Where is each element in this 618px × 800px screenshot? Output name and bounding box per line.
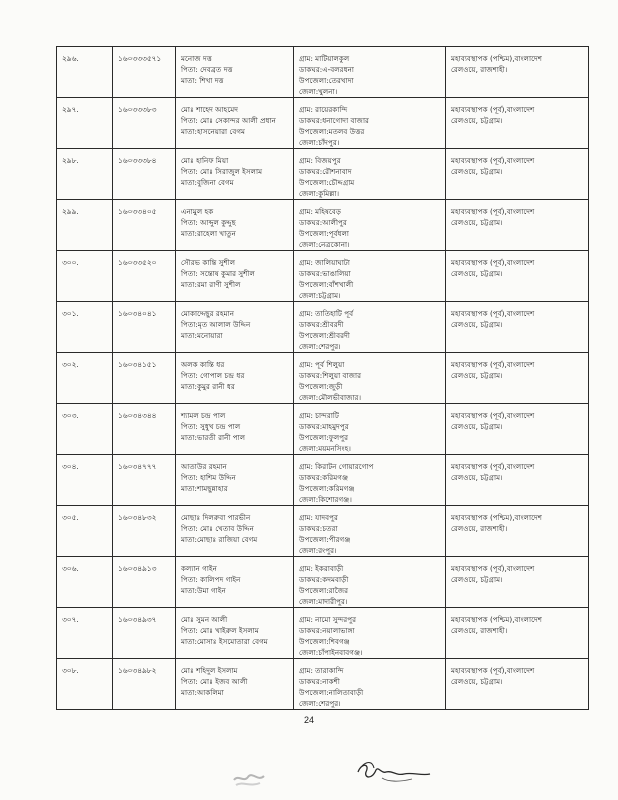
post-office: ডাকঘর:আলীপুর [299,218,347,227]
posting-location: রেলওয়ে, চট্টগ্রাম। [451,116,503,125]
roll-cell [113,149,176,200]
candidate-name: আতাউর রহমান [181,462,227,471]
district: জেলা:চট্টগ্রাম। [299,291,341,300]
name-cell [176,506,294,557]
posting-location: রেলওয়ে, রাজশাহী। [451,524,508,533]
serial-cell [57,251,113,302]
posting-office: মহাব্যবস্থাপক (পূর্ব),বাংলাদেশ [451,156,535,165]
post-office: ডাকঘর:কদমবাড়ী [299,575,349,584]
posting-office: মহাব্যবস্থাপক (পশ্চিম),বাংলাদেশ [451,54,543,63]
candidate-name: মোঃ হানিফ মিয়া [181,156,229,165]
candidate-name: কল্যান গাইন [181,564,217,573]
mother-name: মাতা:বুজিনা বেগম [181,178,234,187]
district: জেলা:রংপুর। [299,546,337,555]
address-cell [294,608,446,659]
posting-cell [446,659,589,710]
name-cell [176,557,294,608]
address-cell [294,98,446,149]
roll-cell [113,47,176,98]
candidate-name: মোকাদ্দেছুর রহমান [181,309,234,318]
serial-cell [57,302,113,353]
mother-name: মাতা:উমা গাইন [181,586,226,595]
table-row [57,98,589,149]
name-cell [176,455,294,506]
mother-name: মাতা:কুমুর রানী ধর [181,382,235,391]
address-cell [294,251,446,302]
posting-office: মহাব্যবস্থাপক (পূর্ব),বাংলাদেশ [451,309,535,318]
village: গ্রাম: বিজয়পুর [299,156,341,165]
posting-cell [446,200,589,251]
posting-location: রেলওয়ে, রাজশাহী। [451,626,508,635]
mother-name: মাতা:রমা রাণী সুশীল [181,280,241,289]
roll-cell [113,251,176,302]
serial-number: ৩০১. [62,309,79,318]
roll-number: ১৬০৩৩৩৮৩ [118,105,157,114]
mother-name: মাতা:আকলিমা [181,688,224,697]
table-row [57,608,589,659]
village: গ্রাম: কিরাটন গোয়ারগোপ [299,462,374,471]
village: গ্রাম: জালিয়াঘাটা [299,258,350,267]
upazila: উপজেলা:শিবগঞ্জ [299,637,350,646]
address-cell [294,455,446,506]
posting-cell [446,251,589,302]
roll-number: ১৬০৩৩৩৫৭১ [118,54,162,63]
father-name: পিতা: আব্দুল কুদ্দুছ [181,218,236,227]
posting-cell [446,47,589,98]
roll-cell [113,404,176,455]
serial-number: ২৯৯. [62,207,79,216]
serial-cell [57,506,113,557]
posting-location: রেলওয়ে, চট্টগ্রাম। [451,575,503,584]
serial-number: ২৯৭. [62,105,79,114]
district: জেলা:শেরপুর। [299,699,341,708]
serial-number: ২৯৬. [62,54,79,63]
serial-cell [57,608,113,659]
mother-name: মাতা:মোসাঃ ইসমোতারা বেগম [181,637,268,646]
candidate-name: এনামুল হক [181,207,214,216]
upazila: উপজেলা:নালিতাবাড়ী [299,688,364,697]
serial-number: ৩০৬. [62,564,79,573]
serial-cell [57,149,113,200]
serial-cell [57,98,113,149]
village: গ্রাম: নামো সুন্দরপুর [299,615,357,624]
father-name: পিতা: সন্তোষ কুমার সুশীল [181,269,255,278]
village: গ্রাম: ইকরাবাড়ী [299,564,344,573]
district: জেলা:মাদারীপুর। [299,597,348,606]
upazila: উপজেলা:পীরগঞ্জ [299,535,351,544]
district: জেলা:মৌলভীবাজার। [299,393,362,402]
candidate-name: সৌরভ কান্তি সুশীল [181,258,236,267]
address-cell [294,404,446,455]
upazila: উপজেলা:জুড়ী [299,382,343,391]
posting-cell [446,608,589,659]
village: গ্রাম: যাদবপুর [299,513,338,522]
district: জেলা:খুলনা। [299,87,338,96]
signature [352,758,432,786]
candidate-name: অলক কান্তি ধর [181,360,225,369]
roll-number: ১৬০৩৪৩৪৪ [118,411,157,420]
roll-cell [113,98,176,149]
mother-name: মাতা:ভারতী রানী পাল [181,433,246,442]
posting-cell [446,404,589,455]
posting-office: মহাব্যবস্থাপক (পূর্ব),বাংলাদেশ [451,462,535,471]
posting-office: মহাব্যবস্থাপক (পূর্ব),বাংলাদেশ [451,666,535,675]
table-row [57,200,589,251]
upazila: উপজেলা:তেরখাদা [299,76,354,85]
serial-number: ৩০২. [62,360,79,369]
post-office: ডাকঘর:এ-বলরধনা [299,65,354,74]
name-cell [176,98,294,149]
roll-number: ১৬০৩৪৯৮২ [118,666,157,675]
serial-number: ৩০০. [62,258,79,267]
post-office: ডাকঘর:মাহমুদপুর [299,422,349,431]
post-office: ডাকঘর:ভাঙালিয়া [299,269,351,278]
father-name: পিতা:মৃত আলাল উদ্দিন [181,320,251,329]
posting-cell [446,302,589,353]
district: জেলা:কুমিল্লা। [299,189,340,198]
village: গ্রাম: তাতিহাটি পূর্ব [299,309,354,318]
table-row [57,659,589,710]
roll-number: ১৬০৩৩৫২০ [118,258,157,267]
candidate-name: শ্যামল চন্দ্র পাল [181,411,226,420]
serial-number: ২৯৮. [62,156,79,165]
post-office: ডাকঘর:নয়ালাভাঙ্গা [299,626,355,635]
stamp-smudge [230,768,270,790]
village: গ্রাম: মহিষবেড় [299,207,341,216]
roll-cell [113,200,176,251]
table-row [57,557,589,608]
roll-cell [113,659,176,710]
roll-number: ১৬০৩৩৪০৫ [118,207,157,216]
name-cell [176,404,294,455]
district: জেলা:চাঁপাইনবাবগঞ্জ। [299,648,363,657]
district: জেলা:ময়মনসিংহ। [299,444,351,453]
mother-name: মাতা:রাহেলা খাতুন [181,229,236,238]
serial-cell [57,557,113,608]
father-name: পিতা: মোঃ খেতাব উদ্দিন [181,524,254,533]
post-office: ডাকঘর:নাকশী [299,677,340,686]
upazila: উপজেলা:করিমগঞ্জ [299,484,355,493]
posting-cell [446,149,589,200]
address-cell [294,302,446,353]
village: গ্রাম: পূর্ব শিলুয়া [299,360,345,369]
posting-office: মহাব্যবস্থাপক (পূর্ব),বাংলাদেশ [451,207,535,216]
page-number: 24 [303,715,314,725]
name-cell [176,47,294,98]
mother-name: মাতা:মোছাঃ রাজিয়া বেগম [181,535,258,544]
address-cell [294,506,446,557]
posting-cell [446,455,589,506]
posting-office: মহাব্যবস্থাপক (পূর্ব),বাংলাদেশ [451,360,535,369]
address-cell [294,557,446,608]
roll-number: ১৬০৩৪১৫১ [118,360,157,369]
roll-number: ১৬০৩৩৩৮৪ [118,156,157,165]
district: জেলা:চাঁদপুর। [299,138,340,147]
address-cell [294,47,446,98]
table-row [57,149,589,200]
district: জেলা:নেত্রকোনা। [299,240,350,249]
serial-number: ৩০৮. [62,666,79,675]
table-row [57,455,589,506]
serial-cell [57,659,113,710]
upazila: উপজেলা:চৌদ্দগ্রাম [299,178,355,187]
roll-number: ১৬০৩৪৯৩৭ [118,615,157,624]
father-name: পিতা: মোঃ খাইরুল ইসলাম [181,626,259,635]
serial-cell [57,200,113,251]
posting-location: রেলওয়ে, চট্টগ্রাম। [451,677,503,686]
upazila: উপজেলা:পূর্বধলা [299,229,350,238]
posting-location: রেলওয়ে, চট্টগ্রাম। [451,473,503,482]
table-row [57,251,589,302]
name-cell [176,302,294,353]
candidate-name: মোঃ শহিদুল ইসলাম [181,666,238,675]
father-name: পিতা: হাশিম উদ্দিন [181,473,236,482]
address-cell [294,200,446,251]
post-office: ডাকঘর:ধনাগোদা বাজার [299,116,370,125]
posting-location: রেলওয়ে, চট্টগ্রাম। [451,320,503,329]
village: গ্রাম: মাটিয়ালকুল [299,54,350,63]
village: গ্রাম: চান্দরাটি [299,411,339,420]
posting-location: রেলওয়ে, চট্টগ্রাম। [451,371,503,380]
father-name: পিতা: মোঃ সেকান্দর আলী প্রধান [181,116,276,125]
mother-name: মাতা:শামছুন্নাহার [181,484,228,493]
upazila: উপজেলা:শ্রীবরদী [299,331,350,340]
roll-cell [113,455,176,506]
name-cell [176,251,294,302]
post-office: ডাকঘর:করিমগঞ্জ [299,473,349,482]
posting-cell [446,557,589,608]
upazila: উপজেলা:বাঁশখালী [299,280,354,289]
father-name: পিতা: মোঃ ইজব আলী [181,677,248,686]
roll-cell [113,506,176,557]
father-name: পিতা: সুধুখ চন্দ্র পাল [181,422,241,431]
posting-office: মহাব্যবস্থাপক (পূর্ব),বাংলাদেশ [451,564,535,573]
roll-cell [113,353,176,404]
address-cell [294,659,446,710]
roll-number: ১৬০৩৪০৪১ [118,309,157,318]
roll-cell [113,557,176,608]
mother-name: মাতা:মনোয়ারা [181,331,223,340]
posting-office: মহাব্যবস্থাপক (পশ্চিম),বাংলাদেশ [451,615,543,624]
father-name: পিতা: দেবব্রত দত্ত [181,65,233,74]
posting-office: মহাব্যবস্থাপক (পূর্ব),বাংলাদেশ [451,105,535,114]
serial-cell [57,404,113,455]
table-row [57,47,589,98]
posting-office: মহাব্যবস্থাপক (পশ্চিম),বাংলাদেশ [451,513,543,522]
address-cell [294,149,446,200]
posting-cell [446,353,589,404]
roll-number: ১৬০৩৪৮৩২ [118,513,157,522]
posting-office: মহাব্যবস্থাপক (পূর্ব),বাংলাদেশ [451,258,535,267]
father-name: পিতা: কালিপদ গাইন [181,575,241,584]
name-cell [176,353,294,404]
serial-cell [57,47,113,98]
name-cell [176,659,294,710]
roll-cell [113,302,176,353]
post-office: ডাকঘর:শিলুয়া বাজার [299,371,362,380]
candidate-name: মোঃ সুমন আলী [181,615,228,624]
serial-number: ৩০৫. [62,513,79,522]
table-body [57,47,589,710]
candidate-name: মনোজ দত্ত [181,54,212,63]
candidate-name: মোছাঃ দিলরুবা পারভীন [181,513,251,522]
name-cell [176,200,294,251]
serial-number: ৩০৭. [62,615,79,624]
candidate-name: মোঃ শাহেদ আহমেদ [181,105,238,114]
table-row [57,404,589,455]
posting-location: রেলওয়ে, চট্টগ্রাম। [451,422,503,431]
posting-location: রেলওয়ে, চট্টগ্রাম। [451,269,503,278]
district: জেলা:কিশোরগঞ্জ। [299,495,352,504]
upazila: উপজেলা:রাজৈর [299,586,349,595]
name-cell [176,149,294,200]
mother-name: মাতা: শিখা দত্ত [181,76,224,85]
village: গ্রাম: তারাকান্দি [299,666,344,675]
posting-location: রেলওয়ে, চট্টগ্রাম। [451,167,503,176]
father-name: পিতা: গোপাল চন্দ্র ধর [181,371,245,380]
serial-cell [57,455,113,506]
posting-cell [446,98,589,149]
roll-number: ১৬০৩৪৭৭৭ [118,462,157,471]
table-row [57,353,589,404]
post-office: ডাকঘর:চতরা [299,524,338,533]
posting-location: রেলওয়ে, চট্টগ্রাম। [451,218,503,227]
roll-cell [113,608,176,659]
table-row [57,506,589,557]
posting-location: রেলওয়ে, রাজশাহী। [451,65,508,74]
village: গ্রাম: রায়েরকান্দি [299,105,348,114]
district: জেলা:শেরপুর। [299,342,341,351]
serial-number: ৩০৩. [62,411,79,420]
upazila: উপজেলা:মতলব উত্তর [299,127,365,136]
upazila: উপজেলা:ফুলপুর [299,433,349,442]
mother-name: মাতা:হাসনেয়ারা বেগম [181,127,246,136]
serial-cell [57,353,113,404]
address-cell [294,353,446,404]
serial-number: ৩০৪. [62,462,79,471]
father-name: পিতা: মোঃ সিরাজুল ইসলাম [181,167,263,176]
posting-office: মহাব্যবস্থাপক (পূর্ব),বাংলাদেশ [451,411,535,420]
posting-cell [446,506,589,557]
appointment-list-table [56,46,589,710]
post-office: ডাকঘর:শ্রীবরদী [299,320,344,329]
table-row [57,302,589,353]
roll-number: ১৬০৩৪৯১৩ [118,564,157,573]
name-cell [176,608,294,659]
post-office: ডাকঘর:রৌশনাবাদ [299,167,352,176]
